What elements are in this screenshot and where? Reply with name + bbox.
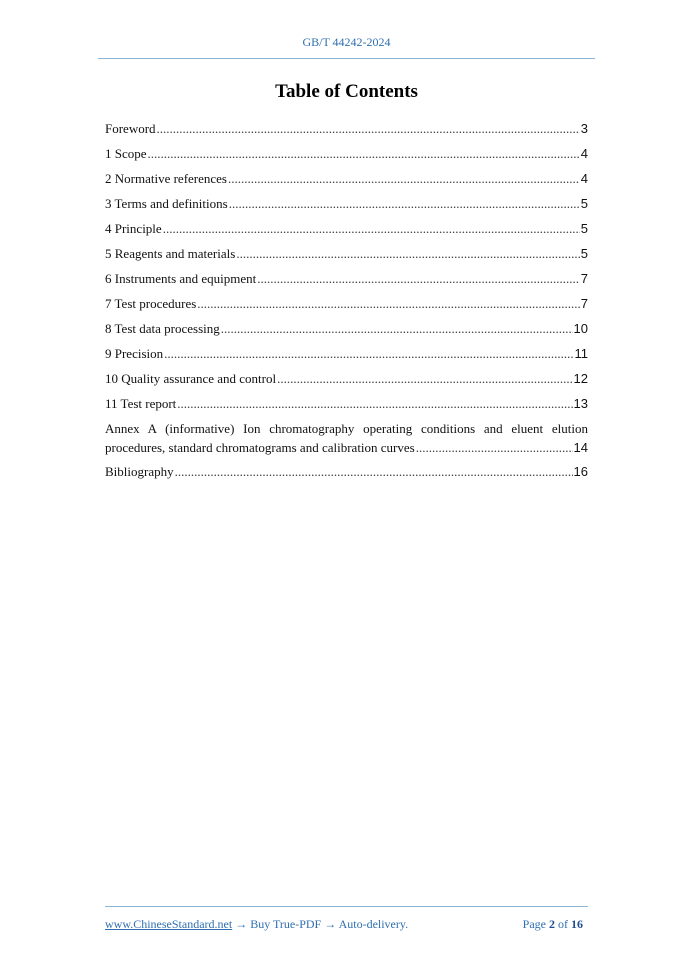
toc-entry-label: 3 Terms and definitions <box>105 196 228 211</box>
toc-entry-page: 7 <box>580 271 588 286</box>
toc-entry-label: 2 Normative references <box>105 171 227 186</box>
dot-leader <box>163 216 580 241</box>
toc-entry-page: 3 <box>580 121 588 136</box>
dot-leader <box>229 191 580 216</box>
toc-entry-page: 16 <box>573 464 588 479</box>
dot-leader <box>175 459 573 484</box>
dot-leader <box>197 291 579 316</box>
toc-entry-page: 5 <box>580 196 588 211</box>
table-of-contents <box>105 116 588 484</box>
toc-entry-label: 6 Instruments and equipment <box>105 271 257 286</box>
dot-leader <box>257 266 579 291</box>
toc-entry-label-line1: Annex A (informative) Ion chromatography operating conditions and eluent elution <box>105 421 588 436</box>
toc-title: Table of Contents <box>275 81 418 102</box>
toc-entry-label: 5 Reagents and materials <box>105 246 236 261</box>
dot-leader <box>228 166 580 191</box>
toc-entry-label: 10 Quality assurance and control <box>105 371 277 386</box>
page-total: 16 <box>571 917 583 931</box>
dot-leader <box>148 141 580 166</box>
toc-entry-test-procedures[interactable] <box>105 291 588 316</box>
toc-entry-instruments-equipment[interactable] <box>105 266 588 291</box>
dot-leader <box>221 316 573 341</box>
toc-entry-page: 5 <box>580 246 588 261</box>
dot-leader <box>416 438 573 457</box>
toc-entry-bibliography[interactable] <box>105 459 588 484</box>
toc-entry-principle[interactable] <box>105 216 588 241</box>
header-standard-code: GB/T 44242-2024 <box>302 35 391 49</box>
toc-entry-reagents-materials[interactable] <box>105 241 588 266</box>
toc-entry-label: 4 Principle <box>105 221 162 236</box>
toc-entry-precision[interactable] <box>105 341 588 366</box>
toc-entry-page: 10 <box>573 321 588 336</box>
toc-entry-label: 11 Test report <box>105 396 177 411</box>
footer-divider <box>105 906 588 907</box>
dot-leader <box>177 391 572 416</box>
toc-entry-page: 7 <box>580 296 588 311</box>
page-of: of <box>558 917 568 931</box>
footer-link-text[interactable]: → Buy True-PDF → Auto-delivery. <box>232 917 409 931</box>
toc-entry-annex-a[interactable] <box>105 419 588 457</box>
toc-entry-normative-references[interactable] <box>105 166 588 191</box>
toc-entry-page: 4 <box>580 146 588 161</box>
toc-entry-foreword[interactable] <box>105 116 588 141</box>
toc-entry-page: 5 <box>580 221 588 236</box>
toc-entry-label: 8 Test data processing <box>105 321 220 336</box>
dot-leader <box>157 116 580 141</box>
dot-leader <box>236 241 579 266</box>
toc-entry-page: 11 <box>574 346 588 361</box>
toc-entry-label: 9 Precision <box>105 346 164 361</box>
toc-entry-page: 14 <box>573 440 588 455</box>
toc-entry-label: Foreword <box>105 121 156 136</box>
footer-page-number <box>523 917 583 932</box>
dot-leader <box>277 366 572 391</box>
dot-leader <box>164 341 573 366</box>
toc-entry-page: 13 <box>573 396 588 411</box>
footer-link[interactable] <box>105 917 408 932</box>
page-word: Page <box>522 917 546 931</box>
toc-entry-label: Bibliography <box>105 464 174 479</box>
toc-entry-page: 4 <box>580 171 588 186</box>
toc-entry-page: 12 <box>573 371 588 386</box>
toc-entry-label: 7 Test procedures <box>105 296 197 311</box>
toc-entry-test-data-processing[interactable] <box>105 316 588 341</box>
toc-entry-label: 1 Scope <box>105 146 147 161</box>
toc-entry-terms-definitions[interactable] <box>105 191 588 216</box>
toc-entry-test-report[interactable] <box>105 391 588 416</box>
footer-url[interactable]: www.ChineseStandard.net <box>105 917 233 931</box>
page-current: 2 <box>549 917 555 931</box>
toc-entry-quality-assurance[interactable] <box>105 366 588 391</box>
toc-entry-scope[interactable] <box>105 141 588 166</box>
toc-entry-label-line2: procedures, standard chromatograms and calibration curves <box>105 440 415 455</box>
header-divider <box>98 58 595 59</box>
